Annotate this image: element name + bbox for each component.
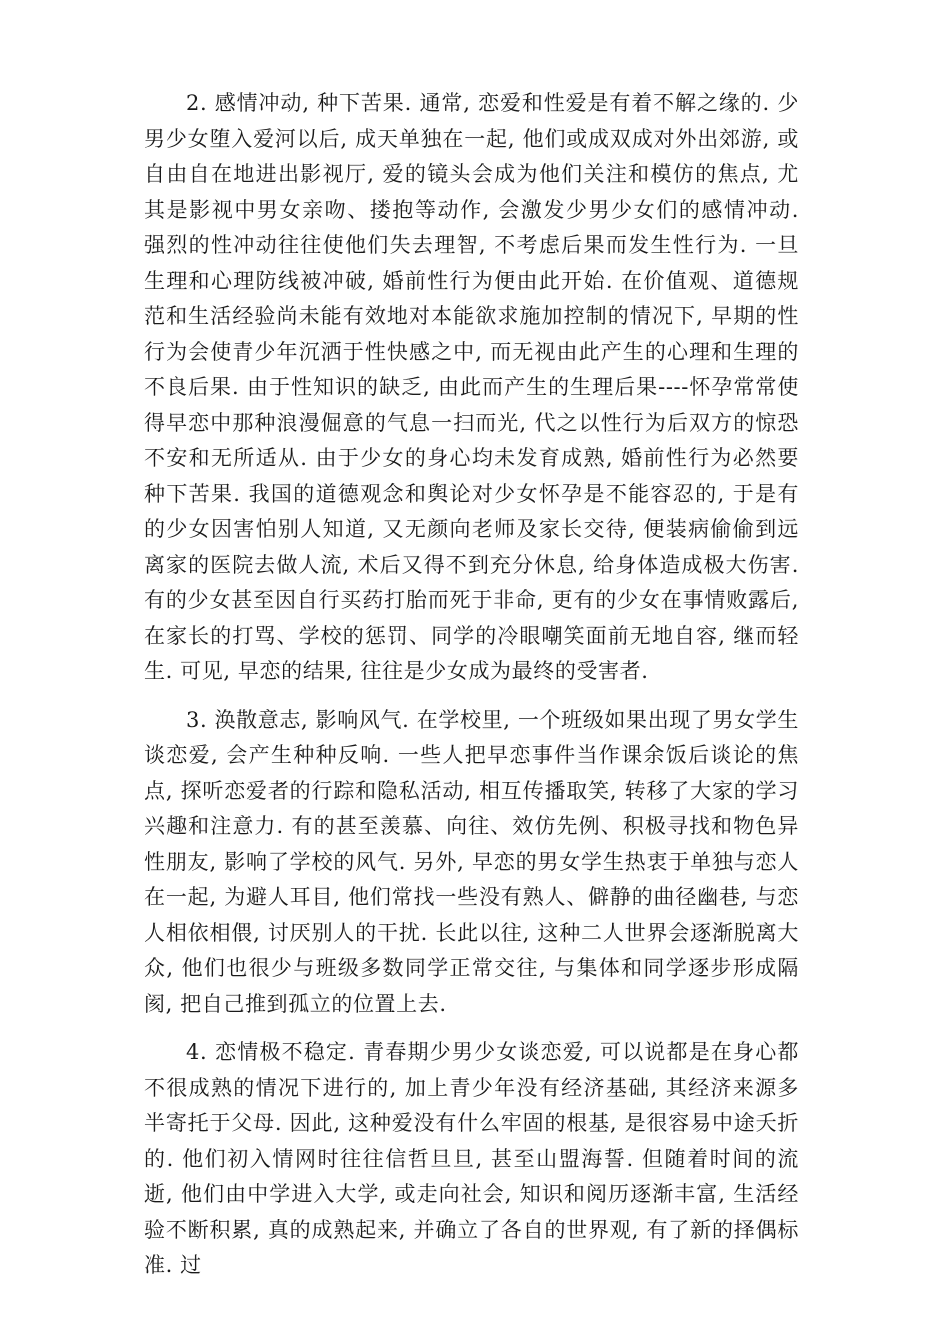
- paragraph-4: 4. 恋情极不稳定. 青春期少男少女谈恋爱, 可以说都是在身心都不很成熟的情况下进行的, 加上青少年没有经济基础, 其经济来源多半寄托于父母. 因此, 这种爱没有什么牢固的根基, 是很容易中途夭折的. 他们初入情网时往往信哲旦旦, 甚至山盟海誓. 但随着时间的流逝, 他们由中学进入大学, 或走向社会, 知识和阅历逐渐丰富, 生活经验不断积累, 真的成熟起来, 并确立了各自的世界观, 有了新的择偶标准. 过: [144, 1040, 799, 1277]
- paragraph-2: 2. 感情冲动, 种下苦果. 通常, 恋爱和性爱是有着不解之缘的. 少男少女堕入爱河以后, 成天单独在一起, 他们或成双成对外出郊游, 或自由自在地进出影视厅, 爱的镜头会成为他们关注和模仿的焦点, 尤其是影视中男女亲吻、搂抱等动作, 会激发少男少女们的感情冲动. 强烈的性冲动往往使他们失去理智, 不考虑后果而发生性行为. 一旦生理和心理防线被冲破, 婚前性行为便由此开始. 在价值观、道德规范和生活经验尚未能有效地对本能欲求施加控制的情况下, 早期的性行为会使青少年沉洒于性快感之中, 而无视由此产生的心理和生理的不良后果. 由于性知识的缺乏, 由此而产生的生理后果----怀孕常常使得早恋中那种浪漫倔意的气息一扫而光, 代之以性行为后双方的惊恐不安和无所适从. 由于少女的身心均未发育成熟, 婚前性行为必然要种下苦果. 我国的道德观念和舆论对少女怀孕是不能容忍的, 于是有的少女因害怕别人知道, 又无颜向老师及家长交待, 便装病偷偷到远离家的医院去做人流, 术后又得不到充分休息, 给身体造成极大伤害. 有的少女甚至因自行买药打胎而死于非命, 更有的少女在事情败露后, 在家长的打骂、学校的惩罚、同学的冷眼嘲笑面前无地自容, 继而轻生. 可见, 早恋的结果, 往往是少女成为最终的受害者.: [144, 91, 799, 683]
- document-body: [144, 86, 799, 1297]
- paragraph-3: 3. 涣散意志, 影响风气. 在学校里, 一个班级如果出现了男女学生谈恋爱, 会产生种种反响. 一些人把早恋事件当作课余饭后谈论的焦点, 探听恋爱者的行踪和隐私活动, 相互传播取笑, 转移了大家的学习兴趣和注意力. 有的甚至羡慕、向往、效仿先例、积极寻找和物色异性朋友, 影响了学校的风气. 另外, 早恋的男女学生热衷于单独与恋人在一起, 为避人耳目, 他们常找一些没有熟人、僻静的曲径幽巷, 与恋人相依相偎, 讨厌别人的干扰. 长此以往, 这种二人世界会逐渐脱离大众, 他们也很少与班级多数同学正常交往, 与集体和同学逐步形成隔阂, 把自己推到孤立的位置上去.: [144, 707, 799, 1016]
